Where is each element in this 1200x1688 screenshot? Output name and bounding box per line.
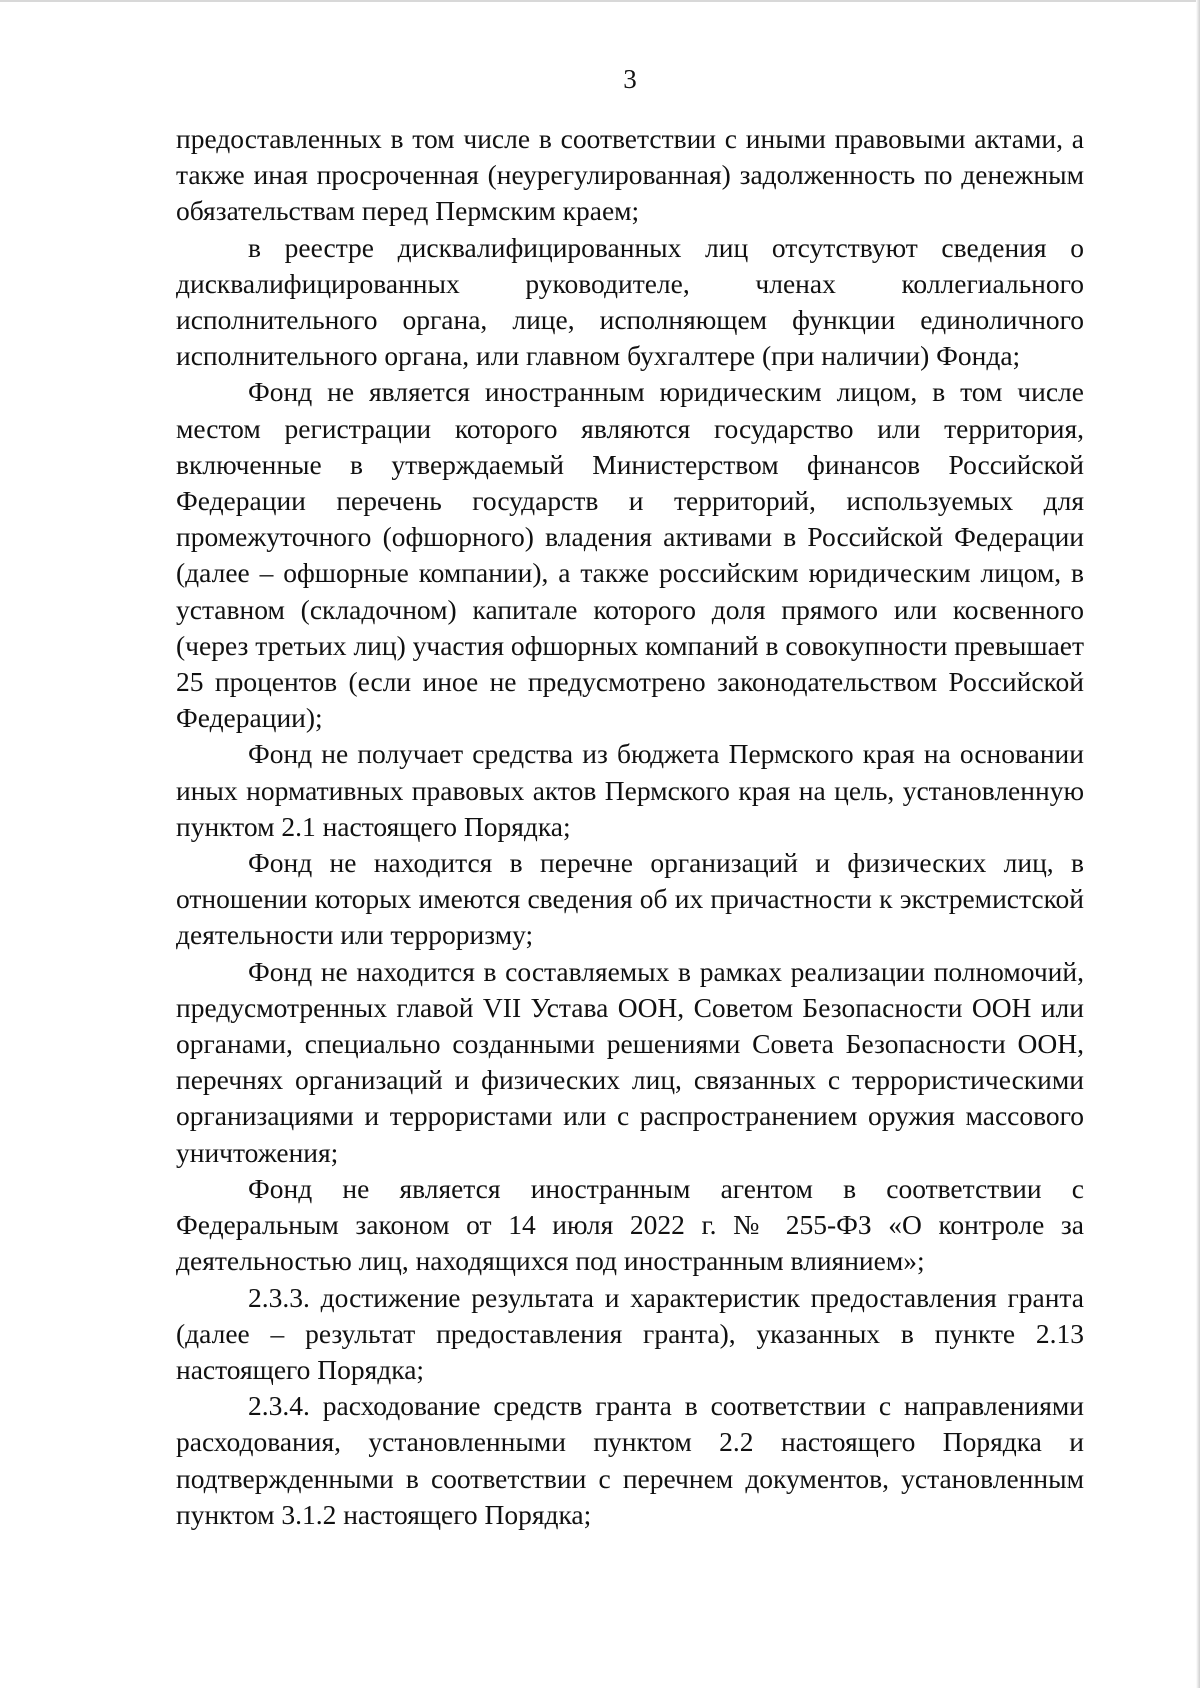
page-number: 3	[623, 64, 637, 94]
paragraph-continuation: предоставленных в том числе в соответствии с иными правовыми актами, а также иная просроченная (неурегулированная) задолженность по денежным обязательствам перед Пермским краем;	[176, 123, 1084, 227]
document-body	[176, 121, 1084, 1533]
paragraph-not-extremist-list: Фонд не находится в перечне организаций и физических лиц, в отношении которых имеются сведения об их причастности к экстремистской деятельности или терроризму;	[176, 847, 1084, 951]
scan-edge-right	[1196, 0, 1200, 1688]
paragraph-clause-2-3-3: 2.3.3. достижение результата и характеристик предоставления гранта (далее – результат предоставления гранта), указанных в пункте 2.13 настоящего Порядка;	[176, 1281, 1084, 1385]
scan-edge-top	[0, 0, 1200, 2]
paragraph-not-foreign-agent: Фонд не является иностранным агентом в соответствии с Федеральным законом от 14 июля 2022 г. № 255-ФЗ «О контроле за деятельностью лиц, находящихся под иностранным влиянием»;	[176, 1172, 1084, 1277]
paragraph-clause-2-3-4: 2.3.4. расходование средств гранта в соответствии с направлениями расходования, установленными пунктом 2.2 настоящего Порядка и подтвержденными в соответствии с перечнем документов, установленным пунктом 3.1.2 настоящего Порядка;	[176, 1390, 1084, 1530]
paragraph-no-other-budget-funds: Фонд не получает средства из бюджета Пермского края на основании иных нормативных правовых актов Пермского края на цель, установленную пунктом 2.1 настоящего Порядка;	[176, 738, 1084, 842]
paragraph-not-foreign-entity: Фонд не является иностранным юридическим лицом, в том числе местом регистрации которого являются государство или территория, включенные в утверждаемый Министерством финансов Российской Федерации перечень государств и территорий, используемых для промежуточного (офшорного) владения активами в Российской Федерации (далее – офшорные компании), а также российским юридическим лицом, в уставном (складочном) капитале которого доля прямого или косвенного (через третьих лиц) участия офшорных компаний в совокупности превышает 25 процентов (если иное не предусмотрено законодательством Российской Федерации);	[176, 376, 1084, 734]
paragraph-disqualified-registry: в реестре дисквалифицированных лиц отсутствуют сведения о дисквалифицированных руководителе, членах коллегиального исполнительного органа, лице, исполняющем функции единоличного исполнительного органа, или главном бухгалтере (при наличии) Фонда;	[176, 231, 1084, 372]
paragraph-not-un-sanctions-list: Фонд не находится в составляемых в рамках реализации полномочий, предусмотренных главой VII Устава ООН, Советом Безопасности ООН или органами, специально созданными решениями Совета Безопасности ООН, перечнях организаций и физических лиц, связанных с террористическими организациями и террористами или с распространением оружия массового уничтожения;	[176, 955, 1084, 1168]
